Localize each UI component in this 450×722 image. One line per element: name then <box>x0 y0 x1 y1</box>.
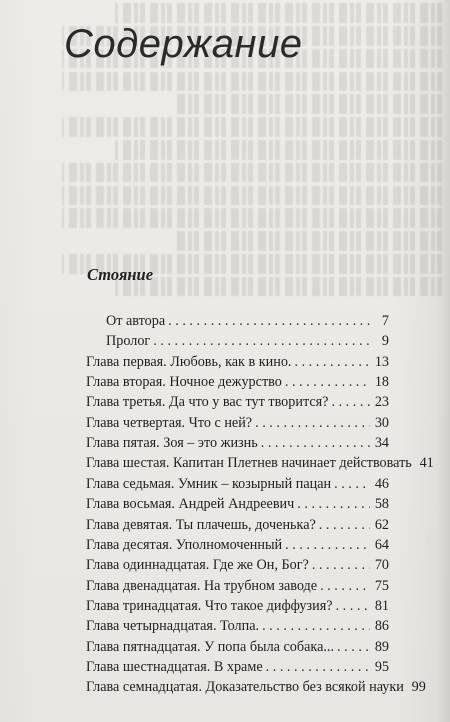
toc-dot-leader <box>255 413 370 433</box>
toc-dot-leader <box>266 657 370 677</box>
toc-entry[interactable] <box>86 474 389 494</box>
toc-entry[interactable] <box>86 616 389 636</box>
toc-dot-leader <box>285 372 370 392</box>
toc-dot-leader <box>312 555 370 575</box>
toc-entry-page-number: 34 <box>374 435 389 452</box>
toc-entry-label: Глава шестая. Капитан Плетнев начинает действовать <box>86 455 412 472</box>
page-title: Содержание <box>64 22 303 66</box>
toc-entry[interactable] <box>86 515 389 535</box>
toc-entry[interactable] <box>86 677 426 697</box>
toc-entry-label: Глава девятая. Ты плачешь, доченька? <box>86 516 316 533</box>
toc-entry-page-number: 18 <box>374 374 389 391</box>
toc-entry-label: Глава семнадцатая. Доказательство без всякой науки <box>86 679 404 696</box>
toc-entry-label: Глава третья. Да что у вас тут творится? <box>86 394 329 411</box>
toc-entry-page-number: 30 <box>374 414 389 431</box>
toc-entry-page-number: 75 <box>374 577 389 594</box>
toc-entry-label: Глава пятая. Зоя – это жизнь <box>86 435 258 452</box>
toc-entry-page-number: 7 <box>381 313 389 329</box>
toc-entry-page-number: 86 <box>374 618 389 635</box>
toc-entry[interactable] <box>86 453 434 473</box>
toc-entry-page-number: 64 <box>374 536 389 553</box>
toc-entry-label: Глава десятая. Уполномоченный <box>86 536 283 553</box>
toc-entry-page-number: 58 <box>374 496 389 513</box>
toc-entry-page-number: 13 <box>374 353 389 370</box>
toc-entry-label: Глава вторая. Ночное дежурство <box>86 374 282 391</box>
toc-entry-label: Глава одиннадцатая. Где же Он, Бог? <box>86 557 309 574</box>
toc-dot-leader <box>337 637 370 657</box>
toc-dot-leader <box>319 515 370 535</box>
toc-entry[interactable] <box>106 331 389 351</box>
toc-entry[interactable] <box>86 392 389 412</box>
toc-dot-leader <box>294 352 370 372</box>
toc-dot-leader <box>297 494 370 514</box>
toc-entry-page-number: 62 <box>374 516 389 533</box>
toc-entry-page-number: 99 <box>411 679 426 696</box>
toc-entry-label: Глава первая. Любовь, как в кино. <box>86 353 292 370</box>
toc-dot-leader <box>336 596 370 616</box>
toc-entry[interactable] <box>86 352 389 372</box>
toc-entry[interactable] <box>86 555 389 575</box>
toc-entry[interactable] <box>86 576 389 596</box>
toc-dot-leader <box>168 311 370 331</box>
toc-entry[interactable] <box>86 413 389 433</box>
toc-entry-label: Глава четырнадцатая. Толпа. <box>86 618 260 635</box>
toc-entry-label: Пролог <box>106 333 151 350</box>
toc-dot-leader <box>334 474 370 494</box>
toc-entry-page-number: 46 <box>374 475 389 492</box>
toc-entry[interactable] <box>106 311 389 331</box>
toc-entry-label: Глава седьмая. Умник – козырный пацан <box>86 475 332 492</box>
toc-dot-leader <box>262 616 370 636</box>
toc-entry-page-number: 41 <box>419 455 434 472</box>
section-title: Стояние <box>87 265 154 284</box>
toc-entry-label: Глава тринадцатая. Что такое диффузия? <box>86 597 333 614</box>
toc-entry-label: Глава восьмая. Андрей Андреевич <box>86 496 295 513</box>
toc-entry-label: От автора <box>106 313 166 329</box>
toc-entry[interactable] <box>86 596 389 616</box>
toc-entry-page-number: 89 <box>374 638 389 655</box>
toc-entry-label: Глава четвертая. Что с ней? <box>86 414 253 431</box>
toc-entry-page-number: 23 <box>374 394 389 411</box>
toc-entry[interactable] <box>86 372 389 392</box>
toc-entry[interactable] <box>86 433 389 453</box>
toc-entry-label: Глава двенадцатая. На трубном заводе <box>86 577 318 594</box>
toc-dot-leader <box>261 433 370 453</box>
toc-entry[interactable] <box>86 535 389 555</box>
toc-dot-leader <box>331 392 370 412</box>
toc-entry[interactable] <box>86 494 389 514</box>
toc-entry-label: Глава шестнадцатая. В храме <box>86 658 263 675</box>
toc-dot-leader <box>285 535 370 555</box>
toc-dot-leader <box>153 331 370 351</box>
toc-entry[interactable] <box>86 657 389 677</box>
toc-entry-page-number: 70 <box>374 557 389 574</box>
toc-entry-label: Глава пятнадцатая. У попа была собака... <box>86 638 335 655</box>
toc-dot-leader <box>320 576 370 596</box>
toc-entry-page-number: 95 <box>374 658 389 675</box>
page-edge-shadow <box>436 0 450 722</box>
toc-entry-page-number: 81 <box>374 597 389 614</box>
toc-entry-page-number: 9 <box>381 333 389 350</box>
toc-entry[interactable] <box>86 637 389 657</box>
